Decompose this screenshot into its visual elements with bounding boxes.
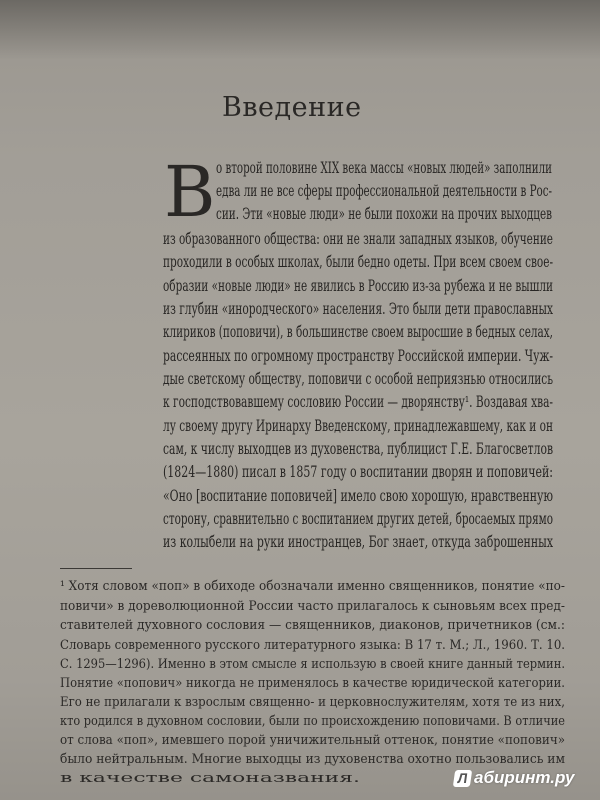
body-line: сам, к числу выходцев из духовенства, публицист Г.Е. Благосветлов xyxy=(163,440,553,458)
footnote-line: Словарь современного русского литературного языка: В 17 т. М.; Л., 1960. Т. 10. xyxy=(60,637,565,652)
footnote-line: в качестве самоназвания. xyxy=(60,770,360,785)
watermark-text: абиринт.ру xyxy=(474,768,575,787)
page-shadow xyxy=(0,0,600,60)
body-line: проходили в особых школах, были бедно одеты. При всем своем свое- xyxy=(163,253,553,271)
footnote-line: ¹ Хотя словом «поп» в обиходе обозначали именно священников, понятие «по- xyxy=(60,578,565,593)
footnote-line: Его не прилагали к взрослым священно- и церковнослужителям, хотя те из них, xyxy=(60,694,565,709)
footnote-line: было нейтральным. Многие выходцы из духовенства охотно пользовались им xyxy=(60,751,565,766)
body-line: клириков (поповичи), в большинстве своем выросшие в бедных селах, xyxy=(163,323,553,341)
body-line: дые светскому обществу, поповичи с особой неприязнью относились xyxy=(163,370,553,388)
body-line: едва ли не все сферы профессиональной деятельности в Рос- xyxy=(216,182,552,200)
body-line: сии. Эти «новые люди» не были похожи на прочих выходцев xyxy=(216,205,552,223)
chapter-title: Введение xyxy=(222,92,362,123)
footnote-line: ставителей духовного сословия — священников, диаконов, причетников (см.: xyxy=(60,617,565,632)
footnote-line: Понятие «попович» никогда не применялось в качестве юридической категории. xyxy=(60,675,565,690)
footnote-rule xyxy=(60,568,132,569)
body-line: образии «новые люди» не явились в Россию из-за рубежа и не вышли xyxy=(163,277,553,295)
footnote-line: кто родился в духовном сословии, были по происхождению поповичами. В отличие xyxy=(60,713,565,728)
body-line: «Оно [воспитание поповичей] имело свою хорошую, нравственную xyxy=(163,487,553,505)
body-line: к господствовавшему сословию России — дворянству¹. Воздавая хва- xyxy=(163,393,553,411)
body-line: лу своему другу Иринарху Введенскому, принадлежавшему, как и он xyxy=(163,417,553,435)
body-line: сторону, сравнительно с воспитанием других детей, бросаемых прямо xyxy=(163,510,553,528)
drop-cap: В xyxy=(164,151,216,233)
watermark-logo xyxy=(454,766,574,790)
body-line: из образованного общества: они не знали западных языков, обучение xyxy=(163,230,553,248)
footnote-line: С. 1295—1296). Именно в этом смысле я использую в своей книге данный термин. xyxy=(60,656,565,671)
footnote-line: от слова «поп», имевшего порой уничижительный оттенок, понятие «попович» xyxy=(60,732,565,747)
labirint-logo-icon: Л xyxy=(453,770,472,787)
footnote-line: повичи» в дореволюционной России часто прилагалось к сыновьям всех пред- xyxy=(60,598,565,613)
body-line: (1824—1880) писал в 1857 году о воспитании дворян и поповичей: xyxy=(163,463,553,481)
body-line: из колыбели на руки иностранцев, Бог знает, откуда заброшенных xyxy=(163,533,553,551)
body-line: о второй половине XIX века массы «новых людей» заполнили xyxy=(216,159,552,177)
body-line: рассеянных по огромному пространству Российской империи. Чуж- xyxy=(163,347,553,365)
body-line: из глубин «инородческого» населения. Это были дети православных xyxy=(163,300,553,318)
